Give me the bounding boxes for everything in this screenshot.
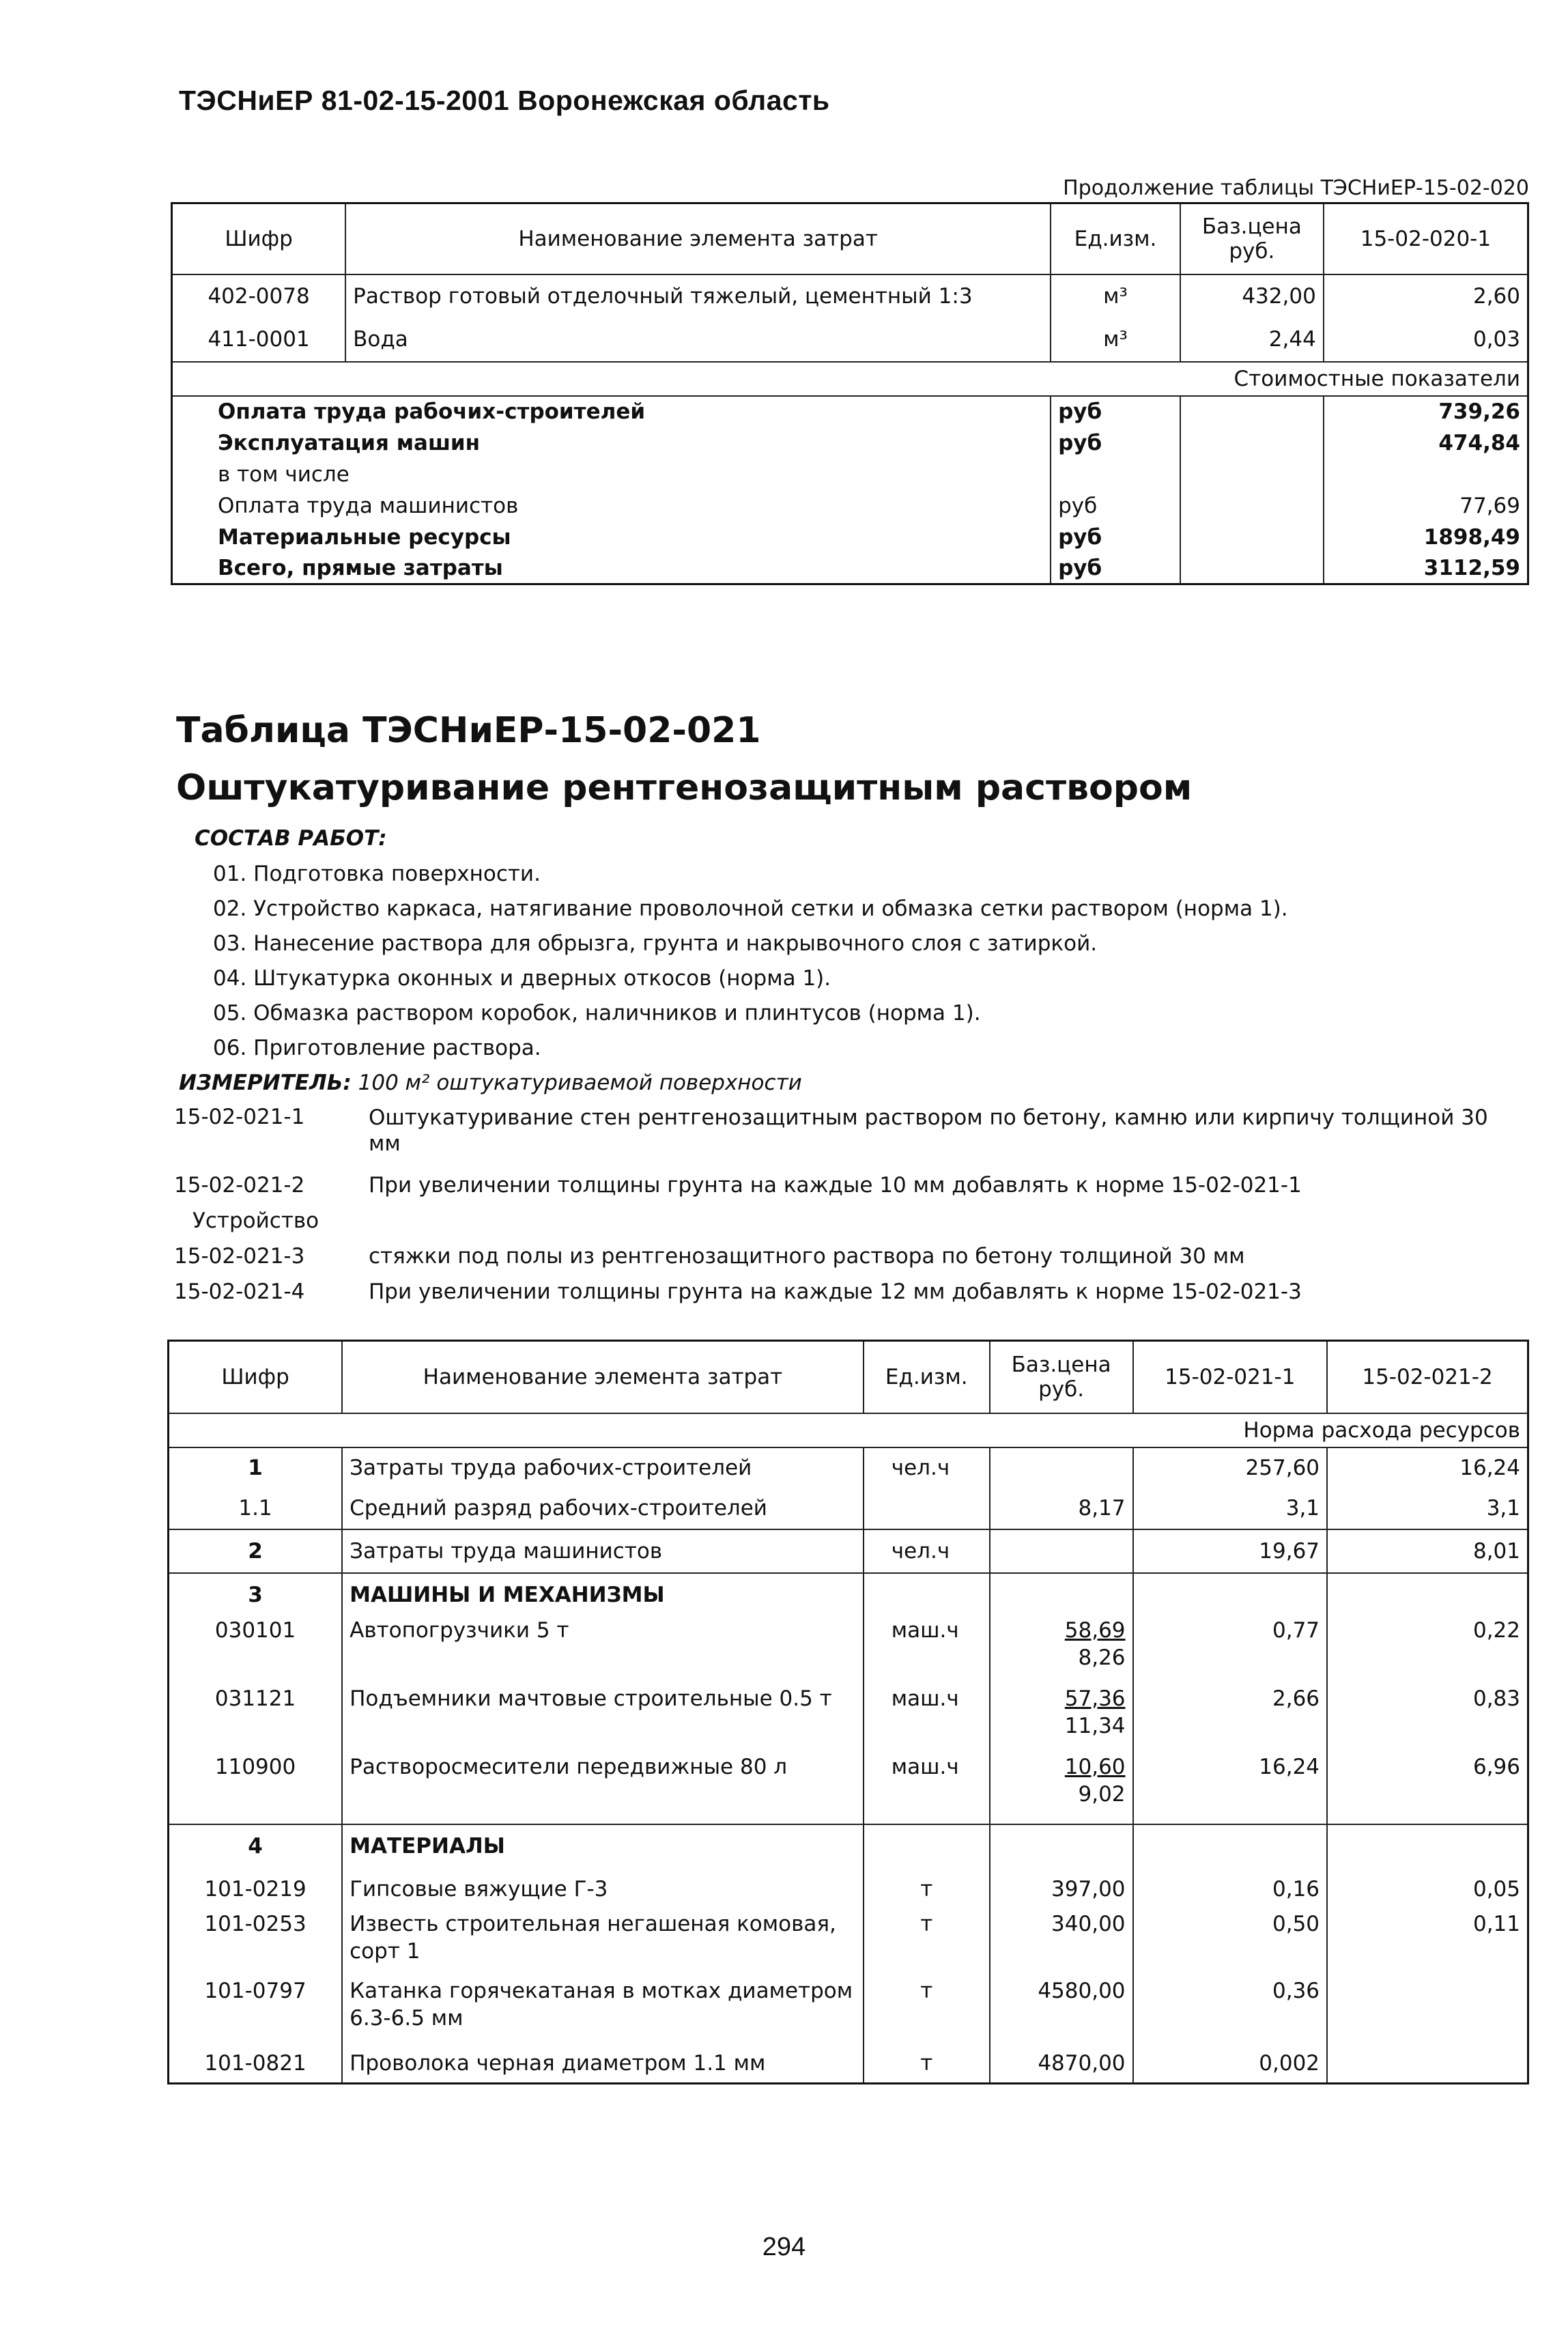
cost-indicators-header: Стоимостные показатели (1234, 366, 1520, 391)
col-norm1-header: 15-02-021-1 (1133, 1341, 1328, 1413)
table-row (169, 1529, 1528, 1573)
cost-name: Оплата труда рабочих-строителей (218, 399, 646, 424)
cost-name: Всего, прямые затраты (218, 555, 503, 580)
norm-code: 15-02-021-1 (174, 1105, 305, 1129)
page-header-title: ТЭСНиЕР 81-02-15-2001 Воронежская область (179, 85, 830, 116)
row-value-2: 16,24 (1327, 1447, 1528, 1488)
table-row (169, 1685, 1528, 1753)
row-value-1: 2,66 (1133, 1685, 1328, 1753)
table-row (169, 1824, 1528, 1868)
row-value-1: 0,50 (1133, 1910, 1328, 1977)
cost-row (172, 490, 1528, 522)
row-name: Растворосмесители передвижные 80 л (342, 1753, 864, 1824)
row-value-1: 0,77 (1133, 1617, 1328, 1685)
col-norm2-header: 15-02-021-2 (1327, 1341, 1528, 1413)
row-code: 2 (248, 1538, 263, 1564)
cost-row (172, 522, 1528, 553)
row-value-1: 0,36 (1133, 1977, 1328, 2044)
cost-unit: руб (1051, 490, 1180, 522)
cost-name: Оплата труда машинистов (218, 493, 519, 518)
row-value-2: 0,22 (1327, 1617, 1528, 1685)
row-price: 2,44 (1180, 318, 1324, 362)
row-name: МАТЕРИАЛЫ (342, 1824, 864, 1868)
row-price: 4870,00 (990, 2044, 1133, 2084)
cost-name: в том числе (218, 462, 350, 487)
col-price-header: Баз.цена руб. (1180, 203, 1324, 274)
row-value-1: 257,60 (1133, 1447, 1328, 1488)
row-unit: чел.ч (864, 1447, 990, 1488)
measure-line (179, 1071, 802, 1095)
row-price: 10,60 (1064, 1754, 1126, 1779)
row-unit: м³ (1051, 274, 1180, 318)
row-value-2: 3,1 (1327, 1488, 1528, 1529)
table-row (169, 1977, 1528, 2044)
row-price: 397,00 (990, 1868, 1133, 1910)
row-price-secondary: 9,02 (1078, 1781, 1126, 1807)
row-value-1: 0,002 (1133, 2044, 1328, 2084)
row-value-2: 0,11 (1327, 1910, 1528, 1977)
row-code: 101-0797 (204, 1978, 307, 2003)
row-value-2: 6,96 (1327, 1753, 1528, 1824)
row-price: 4580,00 (990, 1977, 1133, 2044)
work-item: 01. Подготовка поверхности. (213, 862, 541, 886)
row-name: Проволока черная диаметром 1.1 мм (342, 2044, 864, 2084)
row-name: Средний разряд рабочих-строителей (342, 1488, 864, 1529)
col-norm-header: 15-02-020-1 (1324, 203, 1528, 274)
norm-text: При увеличении толщины грунта на каждые 10 мм добавлять к норме 15-02-021-1 (369, 1173, 1302, 1198)
row-unit: м³ (1051, 318, 1180, 362)
cost-unit: руб (1051, 396, 1180, 427)
section-subtitle: Оштукатуривание рентгенозащитным раствором (176, 767, 1193, 808)
row-value-2: 8,01 (1327, 1529, 1528, 1573)
cost-name: Материальные ресурсы (218, 524, 511, 550)
row-code: 1.1 (238, 1496, 272, 1521)
resource-norms-table (167, 1340, 1529, 2084)
cost-unit: руб (1051, 427, 1180, 459)
row-value: 2,60 (1324, 274, 1528, 318)
row-price (990, 1447, 1133, 1488)
table-row (169, 1447, 1528, 1488)
row-value-1: 16,24 (1133, 1753, 1328, 1824)
row-unit: маш.ч (864, 1617, 990, 1685)
row-code: 4 (248, 1834, 263, 1858)
row-value-1: 0,16 (1133, 1868, 1328, 1910)
norm-text: Оштукатуривание стен рентгенозащитным раствором по бетону, камню или кирпичу толщиной 30 мм (369, 1105, 1488, 1156)
col-name-header: Наименование элемента затрат (342, 1341, 864, 1413)
row-unit: т (864, 1910, 990, 1977)
col-unit-header: Ед.изм. (864, 1341, 990, 1413)
row-name: Вода (345, 318, 1051, 362)
norm-text: стяжки под полы из рентгенозащитного раствора по бетону толщиной 30 мм (369, 1244, 1245, 1269)
row-price: 340,00 (990, 1910, 1133, 1977)
works-label: СОСТАВ РАБОТ: (195, 826, 387, 851)
norm-code: 15-02-021-2 (174, 1173, 305, 1198)
row-price: 8,17 (990, 1488, 1133, 1529)
row-price: 57,36 (1064, 1686, 1126, 1711)
table-row (172, 274, 1528, 318)
row-name: Подъемники мачтовые строительные 0.5 т (342, 1685, 864, 1753)
row-unit: маш.ч (864, 1753, 990, 1824)
row-code: 1 (248, 1456, 263, 1480)
row-name: Автопогрузчики 5 т (342, 1617, 864, 1685)
row-code: 031121 (214, 1686, 296, 1711)
row-price: 432,00 (1180, 274, 1324, 318)
table-row (172, 318, 1528, 362)
row-price: 58,69 (1064, 1617, 1126, 1643)
norm-consumption-header: Норма расхода ресурсов (1243, 1417, 1520, 1443)
row-unit: т (864, 1977, 990, 2044)
table-row (169, 1617, 1528, 1685)
row-code: 411-0001 (208, 327, 310, 352)
row-name: Затраты труда машинистов (342, 1529, 864, 1573)
norm-code: 15-02-021-4 (174, 1279, 305, 1304)
col-code-header: Шифр (225, 226, 293, 251)
work-item: 02. Устройство каркаса, натягивание проволочной сетки и обмазка сетки раствором (норма 1). (213, 896, 1288, 921)
row-price (990, 1529, 1133, 1573)
work-item: 03. Нанесение раствора для обрызга, грунта и накрывочного слоя с затиркой. (213, 931, 1098, 956)
cost-row (172, 427, 1528, 459)
cost-value: 1898,49 (1324, 522, 1528, 553)
row-name: Катанка горячекатаная в мотках диаметром 6.3-6.5 мм (342, 1977, 864, 2044)
row-name: МАШИНЫ И МЕХАНИЗМЫ (342, 1573, 864, 1617)
cost-row (172, 396, 1528, 427)
cost-row (172, 553, 1528, 584)
cost-unit: руб (1051, 522, 1180, 553)
norm-group-label: Устройство (193, 1208, 319, 1233)
work-item: 06. Приготовление раствора. (213, 1036, 541, 1060)
row-unit: т (864, 1868, 990, 1910)
row-code: 101-0253 (204, 1911, 307, 1936)
row-code: 101-0219 (204, 1876, 307, 1901)
row-name: Раствор готовый отделочный тяжелый, цементный 1:3 (345, 274, 1051, 318)
col-name-header: Наименование элемента затрат (345, 203, 1051, 274)
table-row (169, 1573, 1528, 1617)
row-value-1: 3,1 (1133, 1488, 1328, 1529)
row-name: Затраты труда рабочих-строителей (342, 1447, 864, 1488)
continued-resource-table (171, 202, 1529, 585)
work-item: 05. Обмазка раствором коробок, наличников и плинтусов (норма 1). (213, 1001, 981, 1026)
row-price-secondary: 11,34 (1064, 1713, 1126, 1738)
row-value-2 (1327, 2044, 1528, 2084)
row-code: 101-0821 (204, 2050, 307, 2076)
col-price-header: Баз.цена руб. (990, 1341, 1133, 1413)
row-value-2: 0,83 (1327, 1685, 1528, 1753)
row-name: Гипсовые вяжущие Г-3 (342, 1868, 864, 1910)
measure-value: 100 м² оштукатуриваемой поверхности (358, 1071, 802, 1095)
cost-unit: руб (1051, 553, 1180, 584)
norm-text: При увеличении толщины грунта на каждые 12 мм добавлять к норме 15-02-021-3 (369, 1279, 1302, 1304)
cost-name: Эксплуатация машин (218, 430, 481, 455)
row-unit: т (864, 2044, 990, 2084)
row-code: 402-0078 (208, 284, 310, 309)
row-code: 3 (248, 1583, 263, 1607)
table-row (169, 2044, 1528, 2084)
cost-value: 3112,59 (1324, 553, 1528, 584)
row-unit (864, 1488, 990, 1529)
cost-value: 739,26 (1324, 396, 1528, 427)
row-unit: маш.ч (864, 1685, 990, 1753)
row-code: 110900 (214, 1754, 296, 1779)
page-number: 294 (762, 2233, 806, 2261)
row-value: 0,03 (1324, 318, 1528, 362)
section-title: Таблица ТЭСНиЕР-15-02-021 (176, 710, 761, 751)
cost-value: 474,84 (1324, 427, 1528, 459)
col-unit-header: Ед.изм. (1051, 203, 1180, 274)
row-code: 030101 (214, 1617, 296, 1643)
work-item: 04. Штукатурка оконных и дверных откосов (норма 1). (213, 966, 831, 991)
norm-code: 15-02-021-3 (174, 1244, 305, 1269)
table-continuation-caption: Продолжение таблицы ТЭСНиЕР-15-02-020 (1063, 176, 1529, 200)
cost-value: 77,69 (1324, 490, 1528, 522)
row-value-1: 19,67 (1133, 1529, 1328, 1573)
measure-label: ИЗМЕРИТЕЛЬ: (179, 1071, 352, 1095)
row-name: Известь строительная негашеная комовая, сорт 1 (342, 1910, 864, 1977)
row-price-secondary: 8,26 (1078, 1645, 1126, 1670)
cost-row (172, 459, 1528, 490)
table-row (169, 1868, 1528, 1910)
row-unit: чел.ч (864, 1529, 990, 1573)
col-code-header: Шифр (221, 1364, 289, 1389)
row-value-2 (1327, 1977, 1528, 2044)
table-row (169, 1488, 1528, 1529)
row-value-2: 0,05 (1327, 1868, 1528, 1910)
table-row (169, 1753, 1528, 1824)
table-row (169, 1910, 1528, 1977)
